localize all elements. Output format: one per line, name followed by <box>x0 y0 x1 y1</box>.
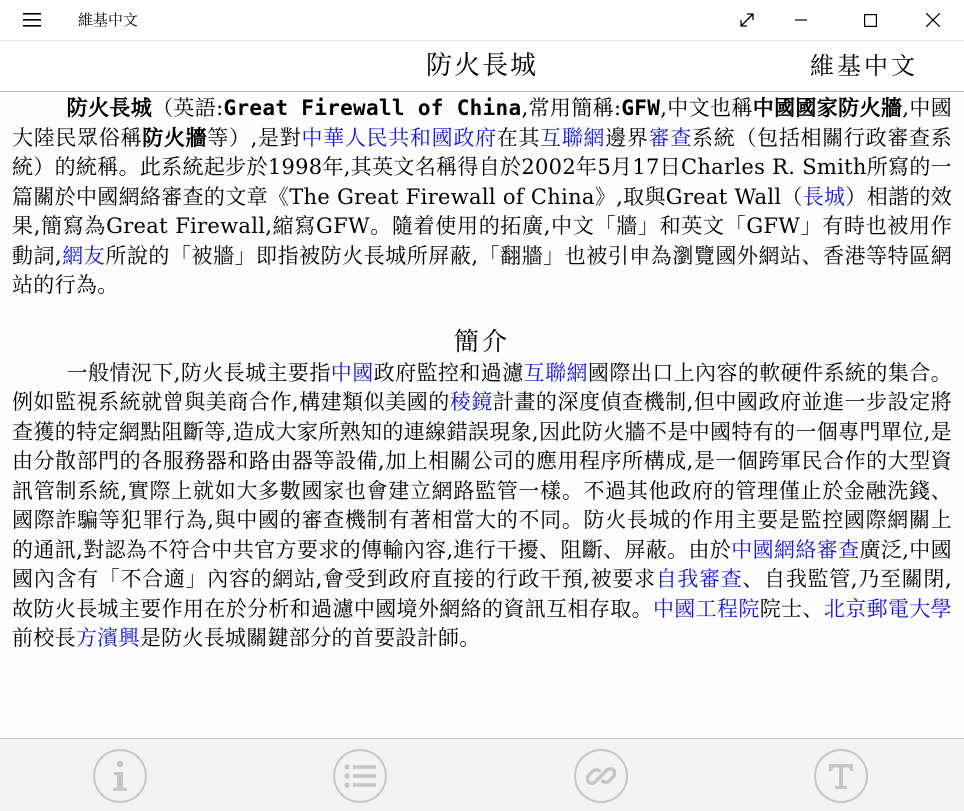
text-run: 計畫的深度偵查機制,但中國政府並進一步設定將查獲的特定網點阻斷等,造成大家所熟知的連線錯誤現象,因此防火牆不是中國特有的一個專門單位,是由分散部門的各服務器和路由器等設備,加上相關公司的應用程序所構成,是一個跨軍民合作的大型資訊管制系統,實際上就如大多數國家也會建立網路監管一樣。不過其他政府的管理僅止於金融洗錢、國際詐騙等犯罪行為,與中國的審查機制有著相當大的不同。防火長城的作用主要是監控國際網關上的通訊,對認為不符合中共官方要求的傳輸內容,進行干擾、阻斷、屏蔽。由於 <box>12 390 952 562</box>
article-link[interactable]: 互聯網 <box>540 125 606 150</box>
close-icon <box>926 13 940 27</box>
page-title: 防火長城 <box>425 51 538 81</box>
text-run: 是防火長城關鍵部分的首要設計師。 <box>139 626 481 650</box>
toc-list-icon <box>344 764 376 788</box>
text-run: ,中國大陸民眾俗稱 <box>12 96 952 150</box>
text-run: ,中文也稱 <box>660 96 753 120</box>
article-link[interactable]: 自我審查 <box>655 567 743 591</box>
article-content[interactable] <box>0 92 964 738</box>
expand-arrows-icon <box>739 12 755 28</box>
bold-term: 中國國家防火牆 <box>752 96 903 120</box>
article-link[interactable]: 中國 <box>330 360 374 385</box>
link-icon <box>586 761 616 791</box>
bottom-toolbar <box>0 738 964 811</box>
title-bar <box>0 0 964 41</box>
article-link[interactable]: 稜鏡 <box>449 390 493 414</box>
text-run: （英語: <box>152 96 224 120</box>
link-button[interactable] <box>574 749 628 803</box>
close-button[interactable] <box>910 0 956 40</box>
bold-term: 防火長城 <box>66 96 153 120</box>
section-heading: 簡介 <box>453 326 510 356</box>
intro-paragraph <box>0 92 964 301</box>
text-size-icon <box>826 761 856 791</box>
text-run: 政府監控和過濾 <box>373 360 524 385</box>
text-size-button[interactable] <box>814 749 868 803</box>
app-title: 維基中文 <box>78 11 139 29</box>
text-run: 國際出口上內容的軟硬件系統的集合。例如監視系統就曾與美商合作,構建類似美國的 <box>12 360 953 414</box>
maximize-icon <box>864 14 877 27</box>
hamburger-icon <box>23 13 41 27</box>
text-run: 、自我監管,乃至關閉,故防火長城主要作用在於分析和過濾中國境外網絡的資訊互相存取。 <box>12 567 953 621</box>
article-link[interactable]: 中華人民共和國政府 <box>301 125 497 150</box>
article-link[interactable]: 方濱興 <box>75 626 140 650</box>
info-icon <box>107 759 133 793</box>
text-run: 等）,是對 <box>207 125 302 150</box>
article-link[interactable]: 北京郵電大學 <box>823 596 952 621</box>
text-run: 前校長 <box>12 626 76 650</box>
text-run: 系統（包括相關行政審查系統）的統稱。此系統起步於1998年,其英文名稱得自於2002年5月17日Charles R. Smith所寫的一篇關於中國網絡審查的文章《The Great Firewall of China》,取與Great Wall（ <box>12 125 953 209</box>
bold-term: Great Firewall of China <box>223 96 522 120</box>
text-run: 廣泛,中國國內含有「不合適」內容的網站,會受到政府直接的行政干預,被要求 <box>12 537 952 591</box>
info-button[interactable] <box>93 749 147 803</box>
article-link[interactable]: 網友 <box>62 243 106 268</box>
intro-section-paragraph <box>0 359 964 654</box>
bold-term: 防火牆 <box>142 125 208 150</box>
text-run: ）相諧的效果,簡寫為Great Firewall,縮寫GFW。隨着使用的拓廣,中文「牆」和英文「GFW」有時也被用作動詞, <box>12 184 952 268</box>
article-link[interactable]: 互聯網 <box>523 360 588 385</box>
minimize-icon <box>795 14 807 26</box>
fullscreen-button[interactable] <box>724 0 770 40</box>
table-of-contents-button[interactable] <box>333 749 387 803</box>
maximize-button[interactable] <box>847 0 893 40</box>
text-run: 院士、 <box>759 596 824 621</box>
text-run: 所說的「被牆」即指被防火長城所屏蔽,「翻牆」也被引申為瀏覽國外網站、香港等特區網站的行為。 <box>12 243 953 297</box>
article-link[interactable]: 審查 <box>648 125 693 150</box>
minimize-button[interactable] <box>778 0 824 40</box>
text-run: 一般情況下,防火長城主要指 <box>66 360 331 385</box>
text-run: 在其 <box>496 125 541 150</box>
site-name: 維基中文 <box>810 52 918 80</box>
text-run: ,常用簡稱: <box>521 96 622 120</box>
text-run: 邊界 <box>605 125 649 150</box>
article-header <box>0 41 964 92</box>
article-link[interactable]: 長城 <box>802 184 846 209</box>
menu-button[interactable] <box>9 0 55 40</box>
article-link[interactable]: 中國工程院 <box>652 596 760 621</box>
bold-term: GFW <box>621 96 661 120</box>
article-link[interactable]: 中國網絡審查 <box>731 537 860 562</box>
